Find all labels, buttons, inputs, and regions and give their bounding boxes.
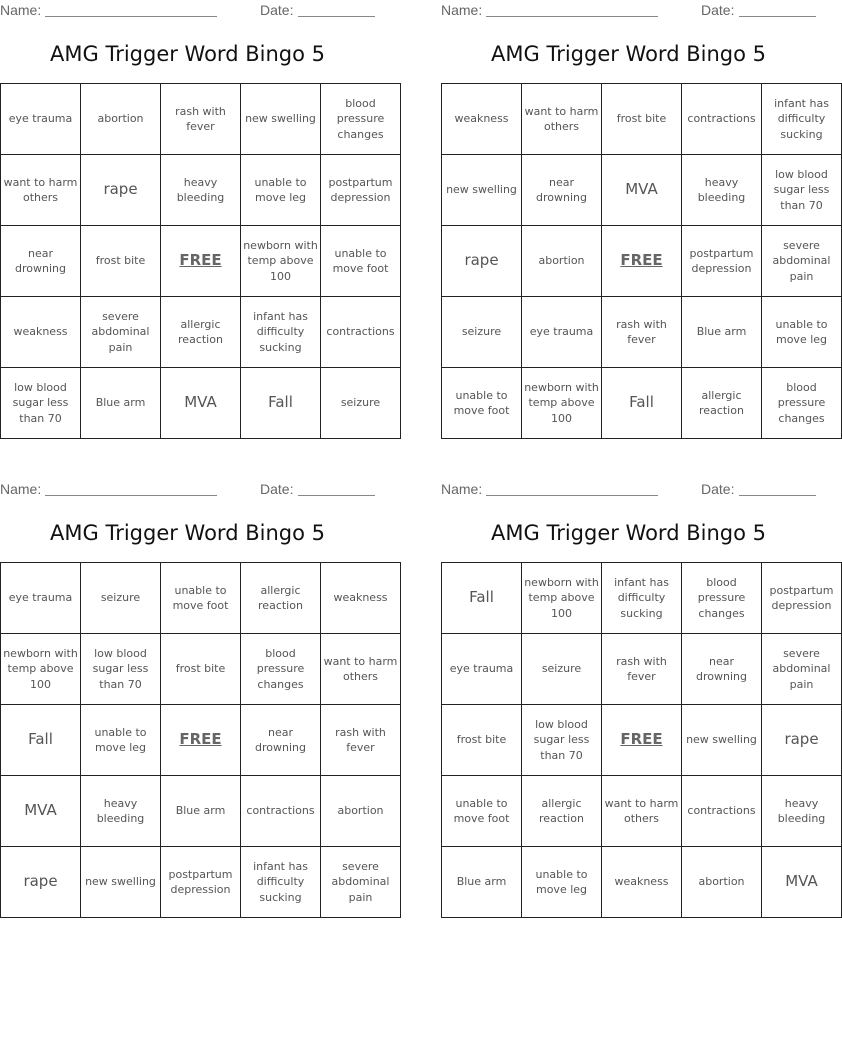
bingo-cell: near drowning [522,155,602,226]
bingo-cell: severe abdominal pain [321,847,401,918]
name-date-row [0,479,375,501]
bingo-cell: Blue arm [442,847,522,918]
date-label: Date: [701,2,735,18]
bingo-row [442,705,842,776]
bingo-cell: want to harm others [602,776,682,847]
bingo-cell: seizure [81,563,161,634]
bingo-cell: unable to move leg [81,705,161,776]
name-date-row [441,0,816,22]
bingo-cell: frost bite [442,705,522,776]
bingo-cell: infant has difficulty sucking [762,84,842,155]
bingo-cell: Fall [241,368,321,439]
bingo-cell: severe abdominal pain [762,634,842,705]
bingo-cell: infant has difficulty sucking [602,563,682,634]
bingo-cell: severe abdominal pain [81,297,161,368]
bingo-cell: abortion [522,226,602,297]
bingo-cell: unable to move leg [762,297,842,368]
bingo-cell: Blue arm [161,776,241,847]
bingo-cell: rash with fever [602,634,682,705]
name-blank-line [45,495,217,496]
bingo-cell: newborn with temp above 100 [241,226,321,297]
bingo-cell: frost bite [602,84,682,155]
bingo-cell: postpartum depression [682,226,762,297]
bingo-cell: frost bite [161,634,241,705]
bingo-cell: severe abdominal pain [762,226,842,297]
bingo-cell: allergic reaction [682,368,762,439]
bingo-row [1,368,401,439]
bingo-row [442,634,842,705]
bingo-cell: unable to move foot [442,368,522,439]
bingo-row [442,847,842,918]
bingo-cell: postpartum depression [161,847,241,918]
bingo-grid [0,83,401,439]
bingo-cell: abortion [321,776,401,847]
bingo-cell: near drowning [241,705,321,776]
bingo-cell: abortion [81,84,161,155]
name-label: Name: [441,2,483,18]
card-title: AMG Trigger Word Bingo 5 [491,42,766,66]
bingo-cell: infant has difficulty sucking [241,847,321,918]
bingo-cell: seizure [321,368,401,439]
bingo-cell: low blood sugar less than 70 [762,155,842,226]
date-blank-line [739,16,816,17]
bingo-cell: heavy bleeding [81,776,161,847]
free-space-cell: FREE [161,226,241,297]
bingo-cell: contractions [241,776,321,847]
bingo-cell: unable to move foot [161,563,241,634]
bingo-cell: blood pressure changes [241,634,321,705]
bingo-cell: heavy bleeding [682,155,762,226]
bingo-cell: weakness [1,297,81,368]
bingo-cell: eye trauma [442,634,522,705]
name-blank-line [45,16,217,17]
bingo-cell: eye trauma [522,297,602,368]
bingo-cell: MVA [762,847,842,918]
bingo-cell: rape [442,226,522,297]
bingo-cell: allergic reaction [241,563,321,634]
bingo-cell: Fall [602,368,682,439]
card-title: AMG Trigger Word Bingo 5 [50,521,325,545]
bingo-row [1,847,401,918]
bingo-cell: newborn with temp above 100 [1,634,81,705]
bingo-cell: Fall [442,563,522,634]
bingo-cell: unable to move foot [442,776,522,847]
date-blank-line [298,16,375,17]
name-label: Name: [441,481,483,497]
date-blank-line [298,495,375,496]
bingo-cell: postpartum depression [321,155,401,226]
bingo-cell: frost bite [81,226,161,297]
bingo-cell: Blue arm [81,368,161,439]
bingo-grid [441,83,842,439]
bingo-cell: contractions [682,84,762,155]
bingo-grid [0,562,401,918]
bingo-cell: new swelling [241,84,321,155]
name-blank-line [486,16,658,17]
date-blank-line [739,495,816,496]
bingo-card [0,479,398,904]
bingo-cell: Blue arm [682,297,762,368]
bingo-cell: eye trauma [1,84,81,155]
bingo-card [441,479,834,896]
date-label: Date: [260,481,294,497]
bingo-cell: Fall [1,705,81,776]
bingo-row [1,563,401,634]
free-space-cell: FREE [161,705,241,776]
bingo-row [1,634,401,705]
bingo-row [1,155,401,226]
name-date-row [441,479,816,501]
bingo-card [0,0,395,425]
bingo-cell: seizure [522,634,602,705]
free-space-cell: FREE [602,226,682,297]
bingo-cell: want to harm others [321,634,401,705]
bingo-cell: low blood sugar less than 70 [522,705,602,776]
bingo-cell: newborn with temp above 100 [522,368,602,439]
bingo-row [1,84,401,155]
bingo-cell: contractions [682,776,762,847]
bingo-cell: rape [762,705,842,776]
bingo-cell: weakness [602,847,682,918]
name-label: Name: [0,2,42,18]
bingo-cell: postpartum depression [762,563,842,634]
bingo-cell: abortion [682,847,762,918]
bingo-cell: seizure [442,297,522,368]
bingo-row [442,563,842,634]
bingo-cell: low blood sugar less than 70 [81,634,161,705]
bingo-cell: allergic reaction [522,776,602,847]
free-space-cell: FREE [602,705,682,776]
bingo-row [1,297,401,368]
card-title: AMG Trigger Word Bingo 5 [491,521,766,545]
bingo-cell: blood pressure changes [321,84,401,155]
bingo-cell: blood pressure changes [762,368,842,439]
bingo-cell: unable to move foot [321,226,401,297]
bingo-cell: new swelling [81,847,161,918]
name-blank-line [486,495,658,496]
bingo-grid [441,562,842,918]
bingo-cell: MVA [1,776,81,847]
bingo-cell: infant has difficulty sucking [241,297,321,368]
bingo-cell: unable to move leg [241,155,321,226]
bingo-cell: heavy bleeding [762,776,842,847]
bingo-cell: near drowning [682,634,762,705]
bingo-cell: rash with fever [602,297,682,368]
bingo-cell: rape [81,155,161,226]
date-label: Date: [701,481,735,497]
bingo-cell: weakness [321,563,401,634]
bingo-cell: eye trauma [1,563,81,634]
bingo-cell: low blood sugar less than 70 [1,368,81,439]
bingo-cell: MVA [161,368,241,439]
bingo-cell: new swelling [442,155,522,226]
bingo-row [1,776,401,847]
bingo-row [442,226,842,297]
bingo-row [1,705,401,776]
bingo-cell: rash with fever [321,705,401,776]
bingo-row [442,297,842,368]
bingo-cell: blood pressure changes [682,563,762,634]
bingo-cell: rape [1,847,81,918]
bingo-row [442,84,842,155]
bingo-cell: new swelling [682,705,762,776]
date-label: Date: [260,2,294,18]
bingo-row [1,226,401,297]
bingo-row [442,368,842,439]
card-title: AMG Trigger Word Bingo 5 [50,42,325,66]
bingo-cell: weakness [442,84,522,155]
bingo-cell: allergic reaction [161,297,241,368]
bingo-cell: rash with fever [161,84,241,155]
bingo-cell: unable to move leg [522,847,602,918]
bingo-cell: MVA [602,155,682,226]
name-label: Name: [0,481,42,497]
bingo-card [441,0,831,425]
bingo-cell: want to harm others [1,155,81,226]
bingo-cell: heavy bleeding [161,155,241,226]
name-date-row [0,0,375,22]
bingo-row [442,155,842,226]
bingo-cell: near drowning [1,226,81,297]
bingo-cell: contractions [321,297,401,368]
bingo-cell: want to harm others [522,84,602,155]
bingo-row [442,776,842,847]
bingo-cell: newborn with temp above 100 [522,563,602,634]
